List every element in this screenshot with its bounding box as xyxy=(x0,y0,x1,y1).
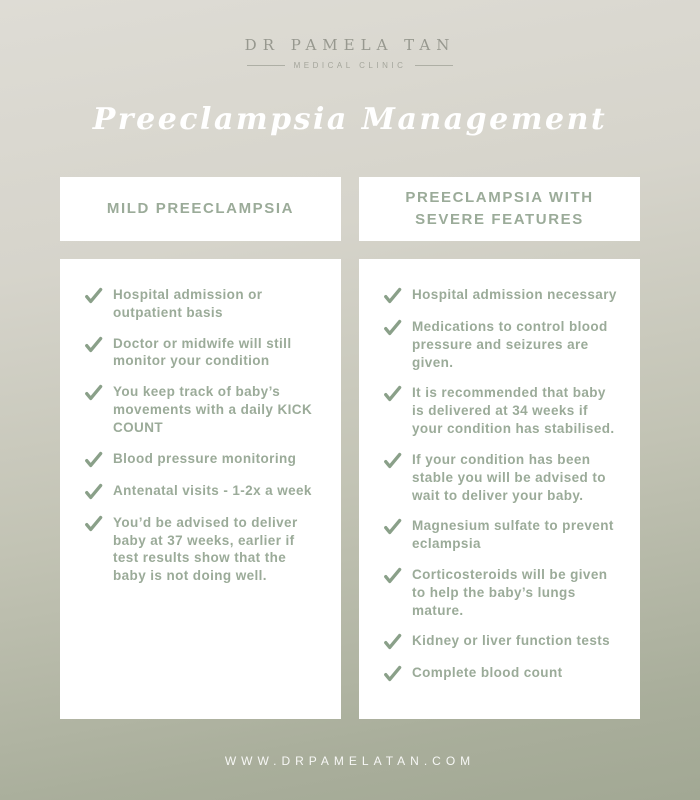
check-icon xyxy=(383,384,402,403)
column-header: MILD PREECLAMPSIA xyxy=(106,199,295,217)
item-text: Magnesium sulfate to prevent eclampsia xyxy=(412,518,614,552)
list-item xyxy=(383,664,620,683)
item-text: Hospital admission or outpatient basis xyxy=(113,287,263,320)
list-item xyxy=(383,632,620,651)
check-icon xyxy=(383,451,402,470)
check-icon xyxy=(383,318,402,337)
column-header-card xyxy=(60,177,341,241)
clinic-name: DR PAMELA TAN xyxy=(244,36,456,54)
list-item xyxy=(84,450,321,469)
tagline-left-line xyxy=(247,65,285,66)
list-item xyxy=(84,383,321,436)
list-item xyxy=(84,335,321,371)
check-icon xyxy=(84,286,103,305)
list-item xyxy=(383,384,620,437)
check-icon xyxy=(84,335,103,354)
list-item xyxy=(383,318,620,371)
list-item xyxy=(84,286,321,322)
item-text: Blood pressure monitoring xyxy=(113,450,297,466)
comparison-columns xyxy=(0,177,700,719)
list-item xyxy=(383,566,620,619)
item-text: You’d be advised to deliver baby at 37 weeks, earlier if test results show that the baby is not doing well. xyxy=(113,514,298,584)
check-icon xyxy=(383,664,402,683)
clinic-tagline: MEDICAL CLINIC xyxy=(293,61,407,70)
list-item xyxy=(383,451,620,504)
check-icon xyxy=(84,514,103,533)
list-item xyxy=(84,482,321,501)
item-text: It is recommended that baby is delivered at 34 weeks if your condition has stabilised. xyxy=(412,385,615,437)
column-mild-preeclampsia xyxy=(60,177,341,719)
item-text: Kidney or liver function tests xyxy=(412,633,611,649)
check-icon xyxy=(383,286,402,305)
column-severe-preeclampsia xyxy=(359,177,640,719)
item-text: Medications to control blood pressure and seizures are given. xyxy=(412,319,608,370)
item-text: Doctor or midwife will still monitor your condition xyxy=(113,335,292,369)
clinic-tagline-row xyxy=(0,61,700,70)
check-icon xyxy=(84,450,103,469)
list-item xyxy=(383,517,620,553)
item-text: You keep track of baby’s movements with a daily KICK COUNT xyxy=(113,384,313,435)
item-text: Corticosteroids will be given to help the baby’s lungs mature. xyxy=(412,566,608,618)
tagline-right-line xyxy=(415,65,453,66)
checklist xyxy=(84,286,321,585)
website-footer: WWW.DRPAMELATAN.COM xyxy=(224,754,476,768)
check-icon xyxy=(383,517,402,536)
check-icon xyxy=(383,566,402,585)
page-title: Preeclampsia Management xyxy=(92,102,608,137)
clinic-logo xyxy=(0,0,700,70)
column-header-card xyxy=(359,177,640,241)
item-text: Complete blood count xyxy=(412,665,563,681)
item-text: Antenatal visits - 1-2x a week xyxy=(113,482,312,498)
column-header: PREECLAMPSIA WITH SEVERE FEATURES xyxy=(405,188,594,228)
item-text: If your condition has been stable you will be advised to wait to deliver your baby. xyxy=(412,451,606,503)
checklist xyxy=(383,286,620,683)
item-text: Hospital admission necessary xyxy=(412,287,617,302)
check-icon xyxy=(84,383,103,402)
check-icon xyxy=(383,632,402,651)
column-body-card xyxy=(359,259,640,719)
list-item xyxy=(84,514,321,585)
column-body-card xyxy=(60,259,341,719)
check-icon xyxy=(84,482,103,501)
list-item xyxy=(383,286,620,305)
